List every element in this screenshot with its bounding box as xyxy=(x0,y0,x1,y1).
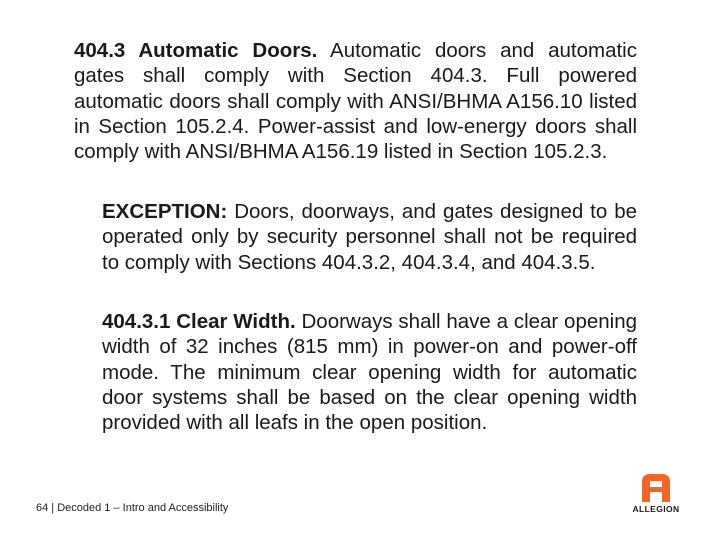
allegion-logo-text: ALLEGION xyxy=(632,504,680,514)
footer-text: 64 | Decoded 1 – Intro and Accessibility xyxy=(36,502,229,514)
section-404-3-paragraph xyxy=(74,38,637,164)
allegion-logo-icon xyxy=(638,472,674,502)
exception-body: Doors, doorways, and gates designed to be operated only by security personnel shall not be required to comply with Sections 404.3.2, 404.3.4, and 404.3.5. xyxy=(102,200,637,274)
section-404-3-heading: 404.3 Automatic Doors. xyxy=(74,39,318,62)
section-404-3-1-paragraph xyxy=(102,309,637,435)
exception-heading: EXCEPTION: xyxy=(102,200,228,223)
exception-paragraph xyxy=(102,199,637,275)
allegion-logo xyxy=(625,472,687,516)
section-404-3-body: Automatic doors and automatic gates shall comply with Section 404.3. Full powered automatic doors shall comply with ANSI/BHMA A156.10 listed in Section 105.2.4. Power-assist and low-energy doors shall comply with ANSI/BHMA A156.19 listed in Section 105.2.3. xyxy=(74,39,637,164)
section-404-3-1-heading: 404.3.1 Clear Width. xyxy=(102,310,296,333)
section-404-3-1-body: Doorways shall have a clear opening width of 32 inches (815 mm) in power-on and power-off mode. The minimum clear opening width for automatic door systems shall be based on the clear opening width provided with all leafs in the open position. xyxy=(102,310,638,435)
